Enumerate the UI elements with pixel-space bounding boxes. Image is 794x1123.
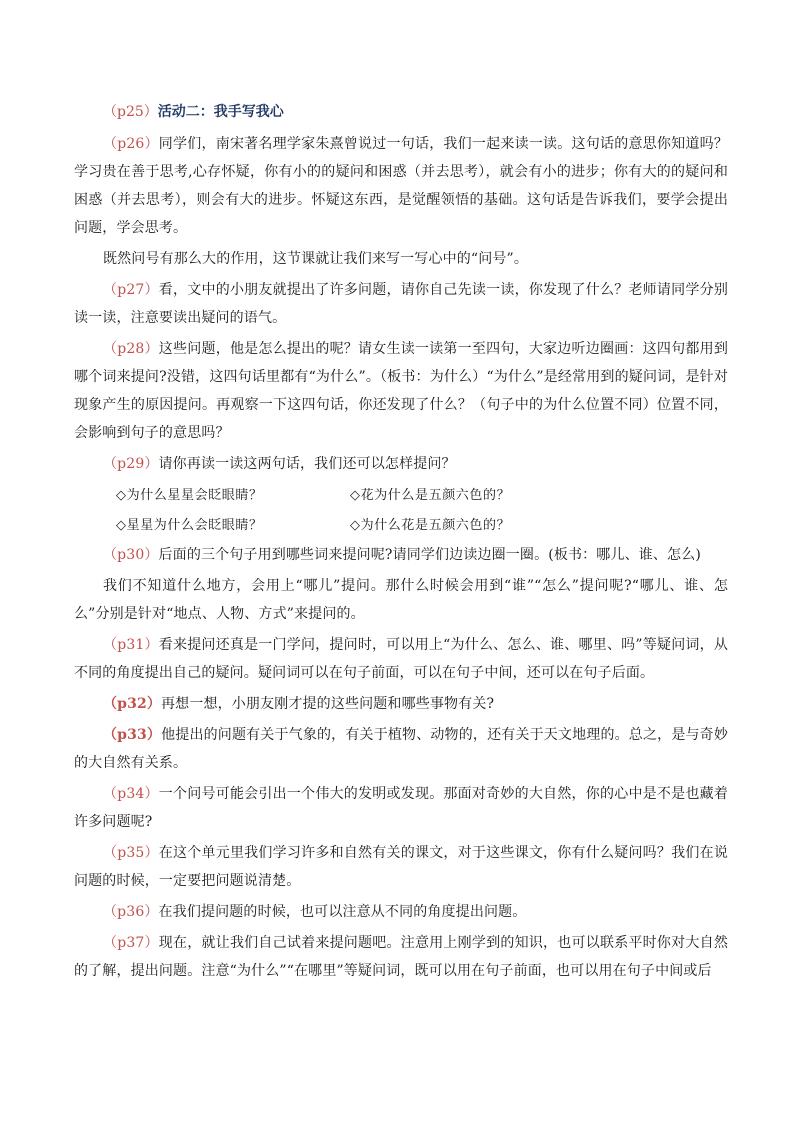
example-sentence: ◇花为什么是五颜六色的？ <box>350 488 511 503</box>
page-tag: （p35） <box>103 845 159 861</box>
page-tag: （p28） <box>103 341 159 357</box>
example-sentences <box>74 481 728 541</box>
paragraph <box>74 130 728 242</box>
paragraph <box>74 690 728 718</box>
paragraph-text: 看来提问还真是一门学问，提问时，可以用上“为什么、怎么、谁、哪里、吗”等疑问词，从不同的角度提出自己的疑问。疑问词可以在句子前面，可以在句子中间，还可以在句子后面。 <box>74 637 729 681</box>
example-row <box>116 481 728 511</box>
paragraph-text: 请你再读一读这两句话，我们还可以怎样提问？ <box>158 456 456 472</box>
paragraph <box>74 335 728 447</box>
paragraph-text: 看，文中的小朋友就提出了许多问题，请你自己先读一读，你发现了什么？老师请同学分别读一读，注意要读出疑问的语气。 <box>74 282 728 326</box>
paragraph-text: 既然问号有那么大的作用，这节课就让我们来写一写心中的“问号”。 <box>103 251 528 267</box>
paragraph <box>74 572 728 628</box>
page-tag: （p33） <box>103 727 162 743</box>
page-tag: （p26） <box>103 136 159 152</box>
section-heading <box>74 98 728 126</box>
paragraph <box>74 631 728 687</box>
page-tag: （p36） <box>103 904 159 920</box>
example-sentence: ◇星星为什么会眨眼睛？ <box>116 518 263 533</box>
paragraph <box>74 450 728 478</box>
paragraph <box>74 721 728 777</box>
page-tag: （p27） <box>103 282 159 298</box>
paragraph <box>74 541 728 569</box>
example-sentence: ◇为什么星星会眨眼睛？ <box>116 488 263 503</box>
heading-text: 活动二：我手写我心 <box>157 104 284 120</box>
paragraph <box>74 929 728 985</box>
page-tag: （p30） <box>103 547 159 563</box>
paragraph-text: 在这个单元里我们学习许多和自然有关的课文，对于这些课文，你有什么疑问吗？我们在说问题的时候，一定要把问题说清楚。 <box>74 845 728 889</box>
paragraph-text: 一个问号可能会引出一个伟大的发明或发现。那面对奇妙的大自然，你的心中是不是也藏着许多问题呢? <box>74 786 728 830</box>
page-tag: （p32） <box>103 696 162 712</box>
paragraph <box>74 245 728 273</box>
paragraph <box>74 839 728 895</box>
example-row <box>116 511 728 541</box>
paragraph <box>74 780 728 836</box>
page-tag: （p37） <box>103 935 159 951</box>
paragraph <box>74 898 728 926</box>
paragraph <box>74 276 728 332</box>
paragraph-text: 在我们提问题的时候，也可以注意从不同的角度提出问题。 <box>158 904 527 920</box>
example-sentence: ◇为什么花是五颜六色的？ <box>350 518 511 533</box>
page-tag: （p29） <box>103 456 159 472</box>
page-tag: （p34） <box>103 786 159 802</box>
paragraph-text: 这些问题，他是怎么提出的呢？请女生读一读第一至四句，大家边听边圈画：这四句都用到哪个词来提问?没错，这四句话里都有“为什么”。（板书：为什么）“为什么”是经常用到的疑问词，是针对现象产生的原因提问。再观察一下这四句话，你还发现了什么？（句子中的为什么位置不同）位置不同，会影响到句子的意思吗？ <box>74 341 728 441</box>
paragraph-text: 现在，就让我们自己试着来提问题吧。注意用上刚学到的知识，也可以联系平时你对大自然的了解，提出问题。注意“为什么”“在哪里”等疑问词，既可以用在句子前面，也可以用在句子中间或后 <box>74 935 728 979</box>
paragraph-text: 再想一想，小朋友刚才提的这些问题和哪些事物有关? <box>161 696 495 712</box>
page-tag: （p31） <box>103 637 159 653</box>
page-tag: （p25） <box>103 104 158 120</box>
paragraph-text: 我们不知道什么地方，会用上“哪儿”提问。那什么时候会用到“谁”“怎么”提问呢?“哪儿、谁、怎么”分别是针对“地点、人物、方式”来提问的。 <box>74 578 728 622</box>
paragraph-text: 后面的三个句子用到哪些词来提问呢?请同学们边读边圈一圈。(板书：哪儿、谁、怎么) <box>158 547 701 563</box>
paragraph-text: 他提出的问题有关于气象的，有关于植物、动物的，还有关于天文地理的。总之，是与奇妙的大自然有关系。 <box>74 727 728 771</box>
paragraph-text: 同学们，南宋著名理学家朱熹曾说过一句话，我们一起来读一读。这句话的意思你知道吗？学习贵在善于思考,心存怀疑，你有小的的疑问和困惑（并去思考），就会有小的进步；你有大的的疑问和困惑（并去思考），则会有大的进步。怀疑这东西，是觉醒领悟的基础。这句话是告诉我们，要学会提出问题，学会思考。 <box>74 136 728 236</box>
